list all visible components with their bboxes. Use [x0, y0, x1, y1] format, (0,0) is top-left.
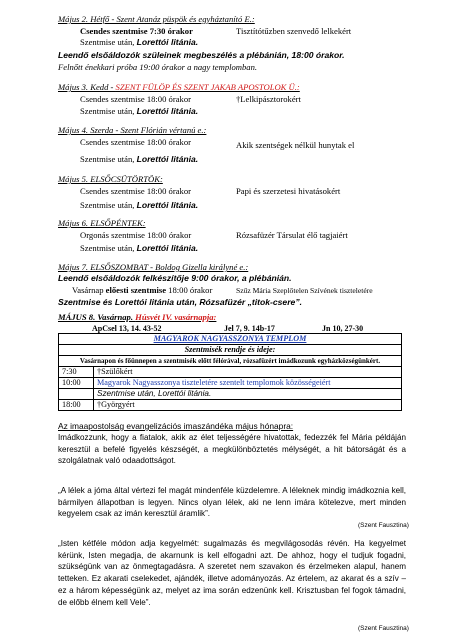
church-title: MAGYAROK NAGYASSZONYA TEMPLOM: [59, 334, 402, 345]
day-header-may2: Május 2. Hétfő - Szent Atanáz püspök és egyháztanító E.:: [58, 14, 255, 24]
mass-time: Csendes szentmise 18:00 órakor: [80, 137, 191, 147]
schedule-subtitle: Szentmisék rendje és ideje:: [59, 345, 402, 356]
reading-2: Jel 7, 9. 14b-17: [224, 324, 275, 333]
day-header-may3: Május 3. Kedd - SZENT FÜLÖP ÉS SZENT JAKAB APOSTOLOK Ü.:: [58, 82, 300, 92]
mass-intention: Szűz Mária Szeplőtelen Szívének tiszteletére: [236, 286, 373, 295]
mass-time: Orgonás szentmise 18:00 órakor: [80, 230, 192, 240]
quote-signature: (Szent Fausztina): [358, 625, 409, 632]
mass-time: Csendes szentmise 18:00 órakor: [80, 94, 191, 104]
rosary-notice: Vasárnapon és főünnepen a szentmisék előtt félórával, rózsafüzért imádkozunk egyházközségünkért.: [59, 356, 402, 367]
announcement: Leendő elsőáldozók felkészítője 9:00 órakor, a plébánián.: [58, 273, 292, 283]
mass-time: Csendes szentmise 18:00 órakor: [80, 186, 191, 196]
time-cell: [59, 389, 94, 400]
prayer-intention-paragraph: Imádkozzunk, hogy a fiatalok, akik az élet teljességére hivatottak, fedezzék fel Mária példáján keresztül a befelé figyelés készségét, a megkülönböztetés mélységét, a hit bátorságát és a szolgálatnak való odaadottságot.: [58, 433, 406, 466]
after-mass-note: Szentmise és Lorettói litánia után, Rózsafüzér „titok-csere”.: [58, 297, 303, 307]
article-heading: Az imaapostolság evangelizációs imaszándéka május hónapra:: [58, 421, 294, 431]
announcement: Leendő elsőáldozók szüleinek megbeszélés a plébánián, 18:00 órakor.: [58, 50, 345, 60]
intention-cell: Magyarok Nagyasszonya tiszteletére szentelt templomok közösségeiért: [94, 378, 402, 389]
after-mass-note: Szentmise után, Lorettói litánia.: [80, 106, 199, 116]
after-mass-note: Szentmise után, Lorettói litánia.: [80, 243, 199, 253]
table-title-row: [59, 334, 402, 345]
intention-cell: †Györgyért: [94, 400, 402, 411]
mass-intention: Rózsafüzér Társulat élő tagjaiért: [236, 230, 348, 240]
mass-time: Csendes szentmise 7:30 órakor: [80, 26, 193, 36]
intention-cell: Szentmise után, Lorettói litánia.: [94, 389, 402, 400]
mass-schedule-table: [58, 333, 402, 411]
day-header-may7: Május 7. ELSŐSZOMBAT - Boldog Gizella királyné e.:: [58, 262, 249, 272]
intention-cell: †Szülőkért: [94, 367, 402, 378]
table-row: [59, 400, 402, 411]
day-header-may8: MÁJUS 8. Vasárnap. Húsvét IV. vasárnapja:: [58, 312, 217, 322]
mass-time: Vasárnap előesti szentmise 18:00 órakor: [72, 285, 213, 295]
reading-3: Jn 10, 27-30: [322, 324, 364, 333]
announcement: Felnőtt énekkari próba 19:00 órakor a nagy templomban.: [58, 62, 258, 72]
mass-intention: Akik szentségek nélkül hunytak el: [236, 140, 355, 150]
after-mass-note: Szentmise után, Lorettói litánia.: [80, 200, 199, 210]
time-cell: 10:00: [59, 378, 94, 389]
after-mass-note: Szentmise után, Lorettói litánia.: [80, 154, 199, 164]
after-mass-note: Szentmise után, Lorettói litánia.: [80, 37, 199, 47]
table-notice-row: [59, 356, 402, 367]
day-header-may5: Május 5. ELSŐCSÜTÖRTÖK:: [58, 174, 163, 184]
mass-intention: Papi és szerzetesi hivatásokért: [236, 186, 341, 196]
table-subtitle-row: [59, 345, 402, 356]
table-row: [59, 378, 402, 389]
day-header-may4: Május 4. Szerda - Szent Flórián vértanú e.:: [58, 125, 207, 135]
time-cell: 18:00: [59, 400, 94, 411]
reading-1: ApCsel 13, 14. 43-52: [92, 324, 162, 333]
mass-intention: †Lelkipásztorokért: [236, 94, 301, 104]
mass-intention: Tisztítótűzben szenvedő lelkekért: [236, 26, 352, 36]
table-row: [59, 367, 402, 378]
day-header-may6: Május 6. ELSŐPÉNTEK:: [58, 218, 146, 228]
quote-signature: (Szent Fausztina): [358, 522, 409, 529]
quote-paragraph: „A lélek a jóma által vértezi fel magát mindenféle küzdelemre. A léleknek mindig imádkoznia kell, bármilyen állapotban is legyen. Nincs olyan lélek, aki ne lenn imára kötelezve, mert minden kegyelem csak az imán keresztül áramlik”.: [58, 486, 406, 519]
time-cell: 7:30: [59, 367, 94, 378]
table-row: [59, 389, 402, 400]
quote-paragraph: „Isten kétféle módon adja kegyelmét: sugalmazás és megvilágosodás révén. Ha kegyelmet kérünk, Isten megadja, de akarnunk is kell elfogadni azt. De ahhoz, hogy el tudjuk fogadni, szükségünk van az önmegtagadásra. A szeretet nem szavakon és érzelmeken alapul, hanem tetteken. Ez akarati cselekedet, ajándék, illetve adományozás. Az értelem, az akarat és a szív – ez a három képességünk az, melyet az ima során edzenünk kell. Krisztusban fel fogok támadni, de előbb élnem kell Vele”.: [58, 539, 406, 607]
